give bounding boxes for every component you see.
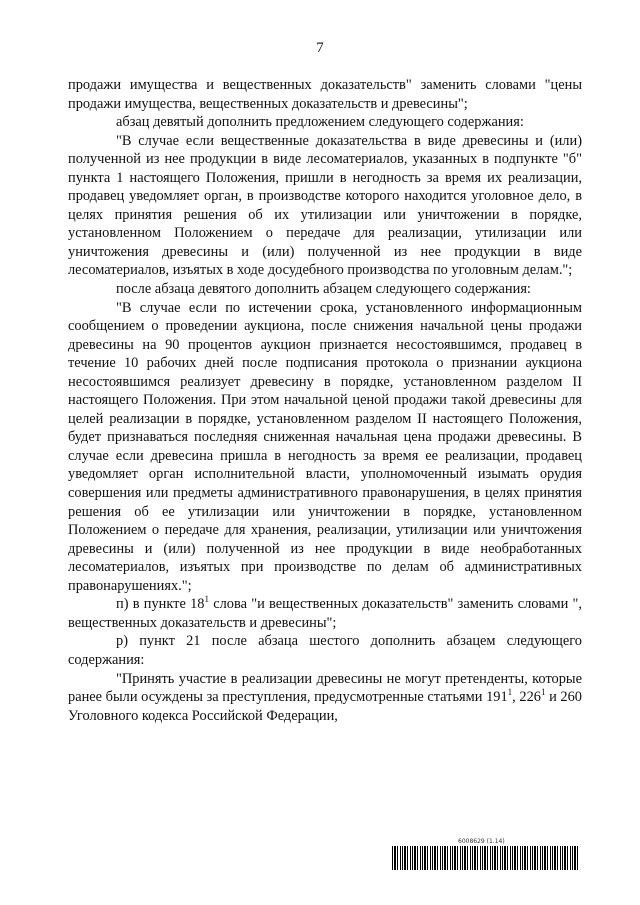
paragraph-7: р) пункт 21 после абзаца шестого дополнить абзацем следующего содержания: bbox=[68, 633, 582, 668]
paragraph-1: продажи имущества и вещественных доказательств" заменить словами "цены продажи имущества, вещественных доказательств и древесины"; bbox=[68, 77, 582, 112]
paragraph-3: "В случае если вещественные доказательства в виде древесины и (или) полученной из нее продукции в виде лесоматериалов, указанных в подпункте "б" пункта 1 настоящего Положения, пришли в негодность за время их реализации, продавец уведомляет орган, в производстве которого находится уголовное дело, в целях принятия решения об их утилизации или уничтожении в порядке, установленном Положением о передаче для реализации, утилизации или уничтожения древесины и (или) полученной из нее продукции в виде лесоматериалов, изъятых в ходе досудебного производства по уголовным делам."; bbox=[68, 132, 582, 279]
paragraph-6-start: п) в пункте 18 bbox=[116, 596, 205, 613]
paragraph-4: после абзаца девятого дополнить абзацем следующего содержания: bbox=[116, 281, 531, 298]
paragraph-6-end: слова "и вещественных доказательств" заменить словами ", вещественных доказательств и древесины"; bbox=[68, 596, 582, 631]
page-number: 7 bbox=[316, 40, 324, 56]
paragraph-8-part-b: , 226 bbox=[512, 689, 541, 706]
barcode-image bbox=[392, 846, 580, 870]
paragraph-8-part-a: "Принять участие в реализации древесины не могут претенденты, которые ранее были осуждены за преступления, предусмотренные статьями 191 bbox=[68, 670, 582, 706]
paragraph-8-part-c: и 260 Уголовного кодекса Российской Федерации, bbox=[68, 689, 583, 724]
superscript: 1 bbox=[507, 687, 513, 698]
barcode-code: 6008629 (1.14) bbox=[458, 838, 505, 845]
paragraph-6 bbox=[68, 595, 582, 632]
paragraph-5: "В случае если по истечении срока, установленного информационным сообщением о проведении аукциона, после снижения начальной цены продажи древесины на 90 процентов аукцион признается несостоявшимся, продавец в течение 10 рабочих дней после подписания протокола о признании аукциона несостоявшимся реализует древесину в порядке, установленном разделом II настоящего Положения. При этом начальной ценой продажи такой древесины для целей реализации в порядке, установленном разделом II настоящего Положения, будет признаваться последняя сниженная начальная цена продажи древесины. В случае если древесина пришла в негодность за время ее реализации, продавец уведомляет орган исполнительной власти, уполномоченный изымать орудия совершения или предметы административного правонарушения, в целях принятия решения об ее утилизации или уничтожении в порядке, установленном Положением о передаче для хранения, реализации, утилизации или уничтожения древесины и (или) полученной из нее продукции в виде необработанных лесоматериалов, изъятых при производстве по делам об административных правонарушениях."; bbox=[68, 299, 582, 594]
superscript: 1 bbox=[204, 594, 209, 605]
paragraph-2: абзац девятый дополнить предложением следующего содержания: bbox=[116, 114, 524, 131]
superscript: 1 bbox=[540, 687, 546, 698]
paragraph-8 bbox=[68, 670, 582, 726]
document-body bbox=[68, 76, 582, 725]
